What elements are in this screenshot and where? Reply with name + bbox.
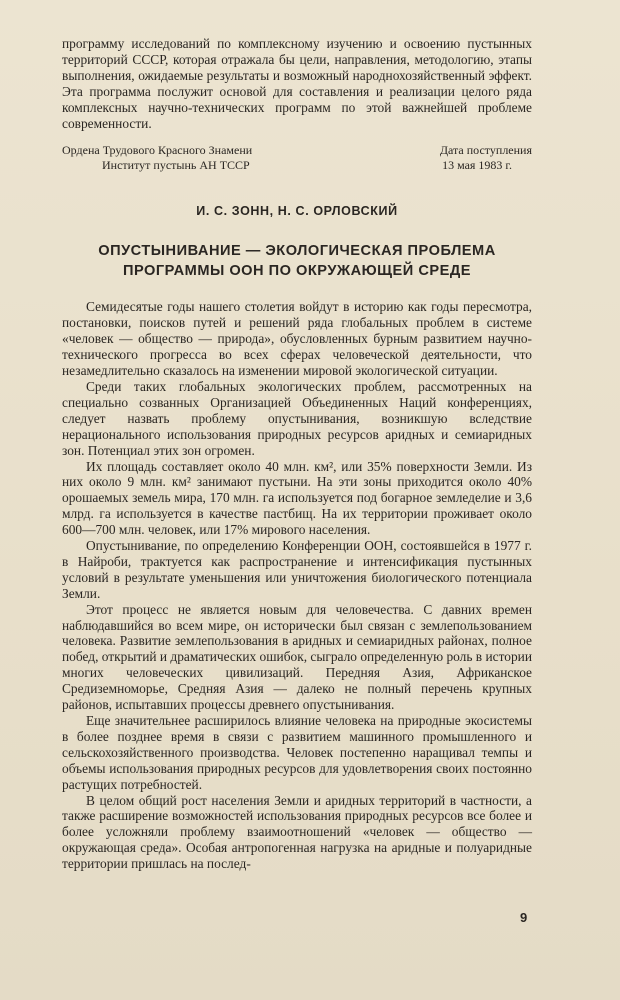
- title-line-2: ПРОГРАММЫ ООН ПО ОКРУЖАЮЩЕЙ СРЕДЕ: [123, 263, 471, 280]
- body-paragraph: Среди таких глобальных экологических проблем, рассмотренных на специально созванных Организацией Объединенных Наций конференциях, следует назвать проблему опустынивания, возникшую вследствие нерационального использования природных ресурсов аридных и семиаридных зон. Потенциал этих зон огромен.: [62, 378, 532, 458]
- received-date-value: 13 мая 1983 г.: [442, 157, 512, 172]
- article-title: [62, 241, 532, 281]
- intro-section: [62, 36, 532, 131]
- body-paragraph: В целом общий рост населения Земли и аридных территорий в частности, а также расширение возможностей использования природных ресурсов все более и более усложняли проблему взаимоотношений «человек — общество — окружающая среда». Особая антропогенная нагрузка на аридные и полуаридные территории пришлась на послед-: [62, 792, 532, 872]
- article-body: [62, 299, 532, 872]
- affiliation-line-1: Ордена Трудового Красного Знамени: [62, 143, 253, 158]
- body-paragraph: Их площадь составляет около 40 млн. км², или 35% поверхности Земли. Из них около 9 млн. км² занимают пустыни. На эти зоны приходится около 40% орошаемых земель мира, 170 млн. га используется под богарное земледелие и 3,6 млрд. га используется в качестве пастбищ. На их территории проживает около 600—700 млн. человек, или 17% мирового населения.: [62, 458, 532, 538]
- received-date: [440, 143, 532, 172]
- received-label: Дата поступления: [439, 143, 532, 158]
- body-paragraph: Семидесятые годы нашего столетия войдут в историю как годы пересмотра, постановки, поисков путей и решений ряда глобальных проблем в системе «человек — общество — природа», обусловленных бурным развитием научно-технического прогресса во всех сферах человеческой деятельности, что незамедлительно сказалось на изменении мировой экологической ситуации.: [62, 299, 532, 379]
- page-number: 9: [520, 910, 528, 925]
- article-meta: [62, 143, 532, 172]
- body-paragraph: Еще значительнее расширилось влияние человека на природные экосистемы в более позднее время в связи с развитием машинного промышленного и сельскохозяйственного производства. Человек постепенно наращивал темпы и объемы использования природных ресурсов для удовлетворения своих постоянно растущих потребностей.: [62, 713, 532, 792]
- affiliation: [62, 143, 252, 172]
- affiliation-line-2: Институт пустынь АН ТССР: [102, 157, 250, 172]
- title-line-1: ОПУСТЫНИВАНИЕ — ЭКОЛОГИЧЕСКАЯ ПРОБЛЕМА: [98, 243, 496, 260]
- body-paragraph: Опустынивание, по определению Конференции ООН, состоявшейся в 1977 г. в Найроби, трактуется как распространение и интенсификация пустынных условий в результате уменьшения или уничтожения биологического потенциала Земли.: [62, 538, 532, 601]
- authors: И. С. ЗОНН, Н. С. ОРЛОВСКИЙ: [196, 204, 398, 219]
- intro-paragraph: программу исследований по комплексному изучению и освоению пустынных территорий СССР, которая отражала бы цели, направления, методологию, этапы выполнения, ожидаемые результаты и возможный народнохозяйственный эффект. Эта программа послужит основой для составления и реализации целого ряда комплексных научно-технических программ по этой важнейшей проблеме современности.: [62, 36, 532, 131]
- body-paragraph: Этот процесс не является новым для человечества. С давних времен наблюдавшийся во всем мире, он исторически был связан с землепользованием человека. Развитие землепользования в аридных и семиаридных районах, полное побед, открытий и драматических ошибок, сыграло определенную роль в истории многих человеческих цивилизаций. Передняя Азия, Африканское Средиземноморье, Средняя Азия — далеко не полный перечень крупных районов, испытавших процессы древнего опустынивания.: [62, 601, 532, 713]
